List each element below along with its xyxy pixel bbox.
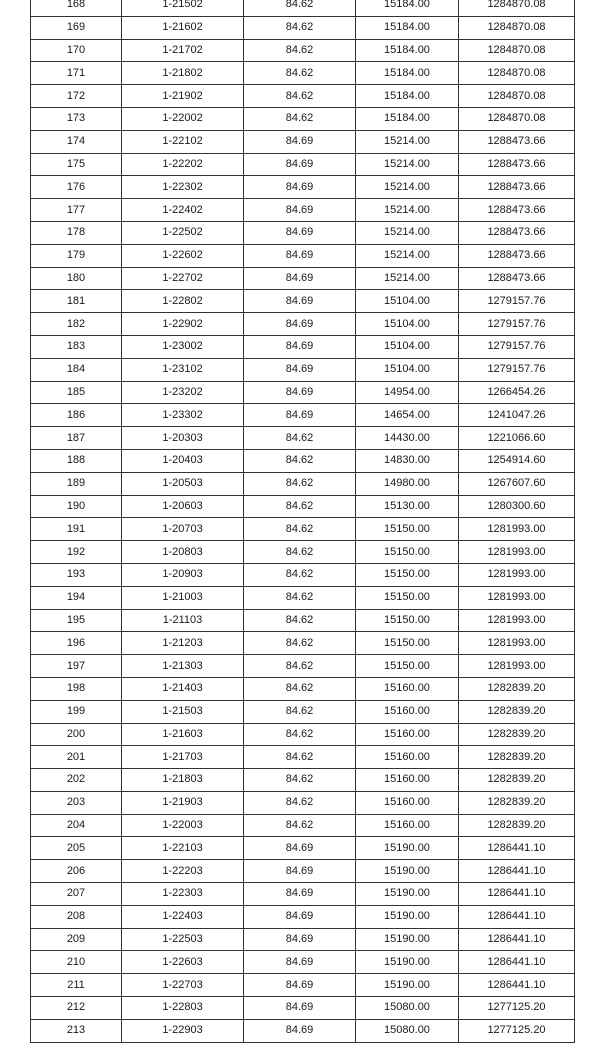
table-row: [31, 997, 575, 1020]
row-number: 170: [31, 39, 122, 62]
room-number: 1-22103: [122, 837, 244, 860]
table-row: [31, 427, 575, 450]
row-number: 173: [31, 107, 122, 130]
room-number: 1-22302: [122, 176, 244, 199]
row-number: 211: [31, 974, 122, 997]
table-row: [31, 130, 575, 153]
area-value: 84.69: [244, 244, 356, 267]
table-row: [31, 221, 575, 244]
row-number: 201: [31, 746, 122, 769]
row-number: 191: [31, 518, 122, 541]
area-value: 84.62: [244, 769, 356, 792]
room-number: 1-21602: [122, 16, 244, 39]
area-value: 84.69: [244, 358, 356, 381]
row-number: 184: [31, 358, 122, 381]
table-row: [31, 541, 575, 564]
price-list-body: [31, 0, 575, 1042]
total-price: 1288473.66: [459, 130, 575, 153]
area-value: 84.62: [244, 39, 356, 62]
area-value: 84.69: [244, 837, 356, 860]
room-number: 1-22202: [122, 153, 244, 176]
total-price: 1279157.76: [459, 313, 575, 336]
row-number: 182: [31, 313, 122, 336]
price-list-table: [30, 0, 575, 1043]
row-number: 188: [31, 449, 122, 472]
total-price: 1282839.20: [459, 723, 575, 746]
area-value: 84.69: [244, 997, 356, 1020]
unit-price: 15160.00: [356, 769, 459, 792]
room-number: 1-22702: [122, 267, 244, 290]
area-value: 84.69: [244, 313, 356, 336]
table-row: [31, 16, 575, 39]
table-row: [31, 769, 575, 792]
unit-price: 15214.00: [356, 199, 459, 222]
area-value: 84.62: [244, 723, 356, 746]
room-number: 1-21003: [122, 586, 244, 609]
row-number: 176: [31, 176, 122, 199]
area-value: 84.62: [244, 563, 356, 586]
total-price: 1279157.76: [459, 335, 575, 358]
row-number: 178: [31, 221, 122, 244]
area-value: 84.69: [244, 176, 356, 199]
table-row: [31, 495, 575, 518]
room-number: 1-20703: [122, 518, 244, 541]
room-number: 1-21803: [122, 769, 244, 792]
area-value: 84.62: [244, 814, 356, 837]
row-number: 203: [31, 791, 122, 814]
room-number: 1-21403: [122, 677, 244, 700]
total-price: 1221066.60: [459, 427, 575, 450]
row-number: 180: [31, 267, 122, 290]
total-price: 1254914.60: [459, 449, 575, 472]
room-number: 1-22902: [122, 313, 244, 336]
area-value: 84.69: [244, 860, 356, 883]
area-value: 84.62: [244, 16, 356, 39]
total-price: 1286441.10: [459, 905, 575, 928]
table-row: [31, 313, 575, 336]
unit-price: 15150.00: [356, 632, 459, 655]
unit-price: 15150.00: [356, 586, 459, 609]
unit-price: 14430.00: [356, 427, 459, 450]
table-row: [31, 700, 575, 723]
table-row: [31, 176, 575, 199]
room-number: 1-22402: [122, 199, 244, 222]
table-row: [31, 791, 575, 814]
table-row: [31, 837, 575, 860]
unit-price: 15150.00: [356, 655, 459, 678]
unit-price: 15214.00: [356, 267, 459, 290]
area-value: 84.69: [244, 130, 356, 153]
room-number: 1-21703: [122, 746, 244, 769]
area-value: 84.69: [244, 335, 356, 358]
unit-price: 15214.00: [356, 130, 459, 153]
row-number: 206: [31, 860, 122, 883]
area-value: 84.69: [244, 974, 356, 997]
table-row: [31, 974, 575, 997]
total-price: 1286441.10: [459, 837, 575, 860]
unit-price: 15190.00: [356, 974, 459, 997]
room-number: 1-23302: [122, 404, 244, 427]
row-number: 186: [31, 404, 122, 427]
row-number: 202: [31, 769, 122, 792]
total-price: 1286441.10: [459, 974, 575, 997]
room-number: 1-21903: [122, 791, 244, 814]
total-price: 1281993.00: [459, 632, 575, 655]
area-value: 84.69: [244, 928, 356, 951]
room-number: 1-21503: [122, 700, 244, 723]
table-row: [31, 1019, 575, 1042]
total-price: 1284870.08: [459, 107, 575, 130]
room-number: 1-20903: [122, 563, 244, 586]
room-number: 1-21702: [122, 39, 244, 62]
room-number: 1-21303: [122, 655, 244, 678]
room-number: 1-20503: [122, 472, 244, 495]
table-row: [31, 609, 575, 632]
unit-price: 15190.00: [356, 883, 459, 906]
area-value: 84.69: [244, 290, 356, 313]
row-number: 207: [31, 883, 122, 906]
room-number: 1-22502: [122, 221, 244, 244]
unit-price: 15080.00: [356, 1019, 459, 1042]
row-number: 212: [31, 997, 122, 1020]
room-number: 1-22602: [122, 244, 244, 267]
unit-price: 14980.00: [356, 472, 459, 495]
row-number: 198: [31, 677, 122, 700]
area-value: 84.62: [244, 62, 356, 85]
row-number: 213: [31, 1019, 122, 1042]
unit-price: 15184.00: [356, 85, 459, 108]
unit-price: 15184.00: [356, 39, 459, 62]
area-value: 84.62: [244, 0, 356, 16]
area-value: 84.62: [244, 677, 356, 700]
total-price: 1281993.00: [459, 586, 575, 609]
room-number: 1-22903: [122, 1019, 244, 1042]
area-value: 84.62: [244, 427, 356, 450]
unit-price: 15150.00: [356, 609, 459, 632]
total-price: 1288473.66: [459, 221, 575, 244]
row-number: 199: [31, 700, 122, 723]
table-row: [31, 655, 575, 678]
table-row: [31, 449, 575, 472]
unit-price: 15150.00: [356, 563, 459, 586]
row-number: 169: [31, 16, 122, 39]
row-number: 172: [31, 85, 122, 108]
unit-price: 15184.00: [356, 16, 459, 39]
room-number: 1-22703: [122, 974, 244, 997]
price-list-sheet: [30, 0, 574, 1043]
room-number: 1-21603: [122, 723, 244, 746]
room-number: 1-22002: [122, 107, 244, 130]
row-number: 192: [31, 541, 122, 564]
total-price: 1281993.00: [459, 609, 575, 632]
unit-price: 14830.00: [356, 449, 459, 472]
unit-price: 15160.00: [356, 791, 459, 814]
total-price: 1279157.76: [459, 358, 575, 381]
area-value: 84.69: [244, 905, 356, 928]
row-number: 208: [31, 905, 122, 928]
row-number: 183: [31, 335, 122, 358]
room-number: 1-20403: [122, 449, 244, 472]
area-value: 84.62: [244, 609, 356, 632]
row-number: 197: [31, 655, 122, 678]
table-row: [31, 883, 575, 906]
table-row: [31, 723, 575, 746]
room-number: 1-23002: [122, 335, 244, 358]
unit-price: 15190.00: [356, 837, 459, 860]
total-price: 1280300.60: [459, 495, 575, 518]
total-price: 1288473.66: [459, 176, 575, 199]
room-number: 1-20303: [122, 427, 244, 450]
table-row: [31, 586, 575, 609]
room-number: 1-22003: [122, 814, 244, 837]
total-price: 1282839.20: [459, 746, 575, 769]
row-number: 174: [31, 130, 122, 153]
room-number: 1-21902: [122, 85, 244, 108]
area-value: 84.69: [244, 221, 356, 244]
row-number: 195: [31, 609, 122, 632]
table-row: [31, 62, 575, 85]
table-row: [31, 0, 575, 16]
room-number: 1-22803: [122, 997, 244, 1020]
table-row: [31, 381, 575, 404]
unit-price: 14654.00: [356, 404, 459, 427]
room-number: 1-22203: [122, 860, 244, 883]
area-value: 84.62: [244, 700, 356, 723]
table-row: [31, 951, 575, 974]
unit-price: 15214.00: [356, 153, 459, 176]
room-number: 1-22802: [122, 290, 244, 313]
room-number: 1-21802: [122, 62, 244, 85]
table-row: [31, 860, 575, 883]
row-number: 171: [31, 62, 122, 85]
room-number: 1-22503: [122, 928, 244, 951]
area-value: 84.69: [244, 153, 356, 176]
unit-price: 15160.00: [356, 723, 459, 746]
unit-price: 15104.00: [356, 290, 459, 313]
total-price: 1288473.66: [459, 244, 575, 267]
area-value: 84.62: [244, 632, 356, 655]
area-value: 84.62: [244, 85, 356, 108]
row-number: 200: [31, 723, 122, 746]
table-row: [31, 404, 575, 427]
unit-price: 15190.00: [356, 860, 459, 883]
row-number: 175: [31, 153, 122, 176]
unit-price: 15214.00: [356, 176, 459, 199]
area-value: 84.62: [244, 655, 356, 678]
row-number: 194: [31, 586, 122, 609]
area-value: 84.69: [244, 1019, 356, 1042]
table-row: [31, 153, 575, 176]
area-value: 84.69: [244, 199, 356, 222]
total-price: 1288473.66: [459, 153, 575, 176]
total-price: 1284870.08: [459, 0, 575, 16]
total-price: 1286441.10: [459, 928, 575, 951]
table-row: [31, 928, 575, 951]
total-price: 1288473.66: [459, 267, 575, 290]
area-value: 84.62: [244, 746, 356, 769]
area-value: 84.69: [244, 951, 356, 974]
room-number: 1-21502: [122, 0, 244, 16]
room-number: 1-20603: [122, 495, 244, 518]
total-price: 1282839.20: [459, 769, 575, 792]
table-row: [31, 905, 575, 928]
area-value: 84.62: [244, 541, 356, 564]
row-number: 190: [31, 495, 122, 518]
total-price: 1282839.20: [459, 677, 575, 700]
table-row: [31, 677, 575, 700]
total-price: 1281993.00: [459, 518, 575, 541]
row-number: 179: [31, 244, 122, 267]
total-price: 1286441.10: [459, 883, 575, 906]
room-number: 1-22603: [122, 951, 244, 974]
total-price: 1277125.20: [459, 1019, 575, 1042]
unit-price: 15214.00: [356, 244, 459, 267]
table-row: [31, 85, 575, 108]
unit-price: 15130.00: [356, 495, 459, 518]
area-value: 84.62: [244, 495, 356, 518]
total-price: 1241047.26: [459, 404, 575, 427]
area-value: 84.62: [244, 107, 356, 130]
total-price: 1284870.08: [459, 62, 575, 85]
row-number: 189: [31, 472, 122, 495]
table-row: [31, 335, 575, 358]
total-price: 1284870.08: [459, 85, 575, 108]
row-number: 196: [31, 632, 122, 655]
row-number: 193: [31, 563, 122, 586]
room-number: 1-21203: [122, 632, 244, 655]
room-number: 1-23102: [122, 358, 244, 381]
area-value: 84.62: [244, 586, 356, 609]
total-price: 1282839.20: [459, 700, 575, 723]
table-row: [31, 563, 575, 586]
unit-price: 15190.00: [356, 905, 459, 928]
area-value: 84.62: [244, 518, 356, 541]
area-value: 84.62: [244, 472, 356, 495]
row-number: 204: [31, 814, 122, 837]
total-price: 1288473.66: [459, 199, 575, 222]
total-price: 1282839.20: [459, 814, 575, 837]
table-row: [31, 244, 575, 267]
table-row: [31, 290, 575, 313]
table-row: [31, 472, 575, 495]
room-number: 1-20803: [122, 541, 244, 564]
unit-price: 15160.00: [356, 814, 459, 837]
unit-price: 15080.00: [356, 997, 459, 1020]
unit-price: 15190.00: [356, 928, 459, 951]
row-number: 185: [31, 381, 122, 404]
unit-price: 15160.00: [356, 746, 459, 769]
row-number: 205: [31, 837, 122, 860]
unit-price: 15104.00: [356, 335, 459, 358]
unit-price: 15190.00: [356, 951, 459, 974]
table-row: [31, 39, 575, 62]
unit-price: 15184.00: [356, 107, 459, 130]
unit-price: 15150.00: [356, 518, 459, 541]
unit-price: 15160.00: [356, 700, 459, 723]
table-row: [31, 107, 575, 130]
room-number: 1-23202: [122, 381, 244, 404]
row-number: 168: [31, 0, 122, 16]
unit-price: 15150.00: [356, 541, 459, 564]
area-value: 84.69: [244, 267, 356, 290]
total-price: 1284870.08: [459, 16, 575, 39]
unit-price: 15104.00: [356, 313, 459, 336]
row-number: 187: [31, 427, 122, 450]
unit-price: 15214.00: [356, 221, 459, 244]
area-value: 84.69: [244, 381, 356, 404]
total-price: 1282839.20: [459, 791, 575, 814]
total-price: 1286441.10: [459, 860, 575, 883]
total-price: 1281993.00: [459, 541, 575, 564]
total-price: 1286441.10: [459, 951, 575, 974]
unit-price: 15160.00: [356, 677, 459, 700]
total-price: 1281993.00: [459, 655, 575, 678]
row-number: 209: [31, 928, 122, 951]
total-price: 1267607.60: [459, 472, 575, 495]
row-number: 177: [31, 199, 122, 222]
room-number: 1-22303: [122, 883, 244, 906]
room-number: 1-22403: [122, 905, 244, 928]
total-price: 1277125.20: [459, 997, 575, 1020]
table-row: [31, 814, 575, 837]
table-row: [31, 358, 575, 381]
room-number: 1-21103: [122, 609, 244, 632]
area-value: 84.62: [244, 791, 356, 814]
total-price: 1266454.26: [459, 381, 575, 404]
area-value: 84.69: [244, 404, 356, 427]
area-value: 84.62: [244, 449, 356, 472]
unit-price: 14954.00: [356, 381, 459, 404]
table-row: [31, 746, 575, 769]
table-row: [31, 518, 575, 541]
unit-price: 15104.00: [356, 358, 459, 381]
table-row: [31, 199, 575, 222]
unit-price: 15184.00: [356, 0, 459, 16]
room-number: 1-22102: [122, 130, 244, 153]
row-number: 210: [31, 951, 122, 974]
total-price: 1279157.76: [459, 290, 575, 313]
total-price: 1284870.08: [459, 39, 575, 62]
total-price: 1281993.00: [459, 563, 575, 586]
unit-price: 15184.00: [356, 62, 459, 85]
area-value: 84.69: [244, 883, 356, 906]
table-row: [31, 632, 575, 655]
row-number: 181: [31, 290, 122, 313]
table-row: [31, 267, 575, 290]
